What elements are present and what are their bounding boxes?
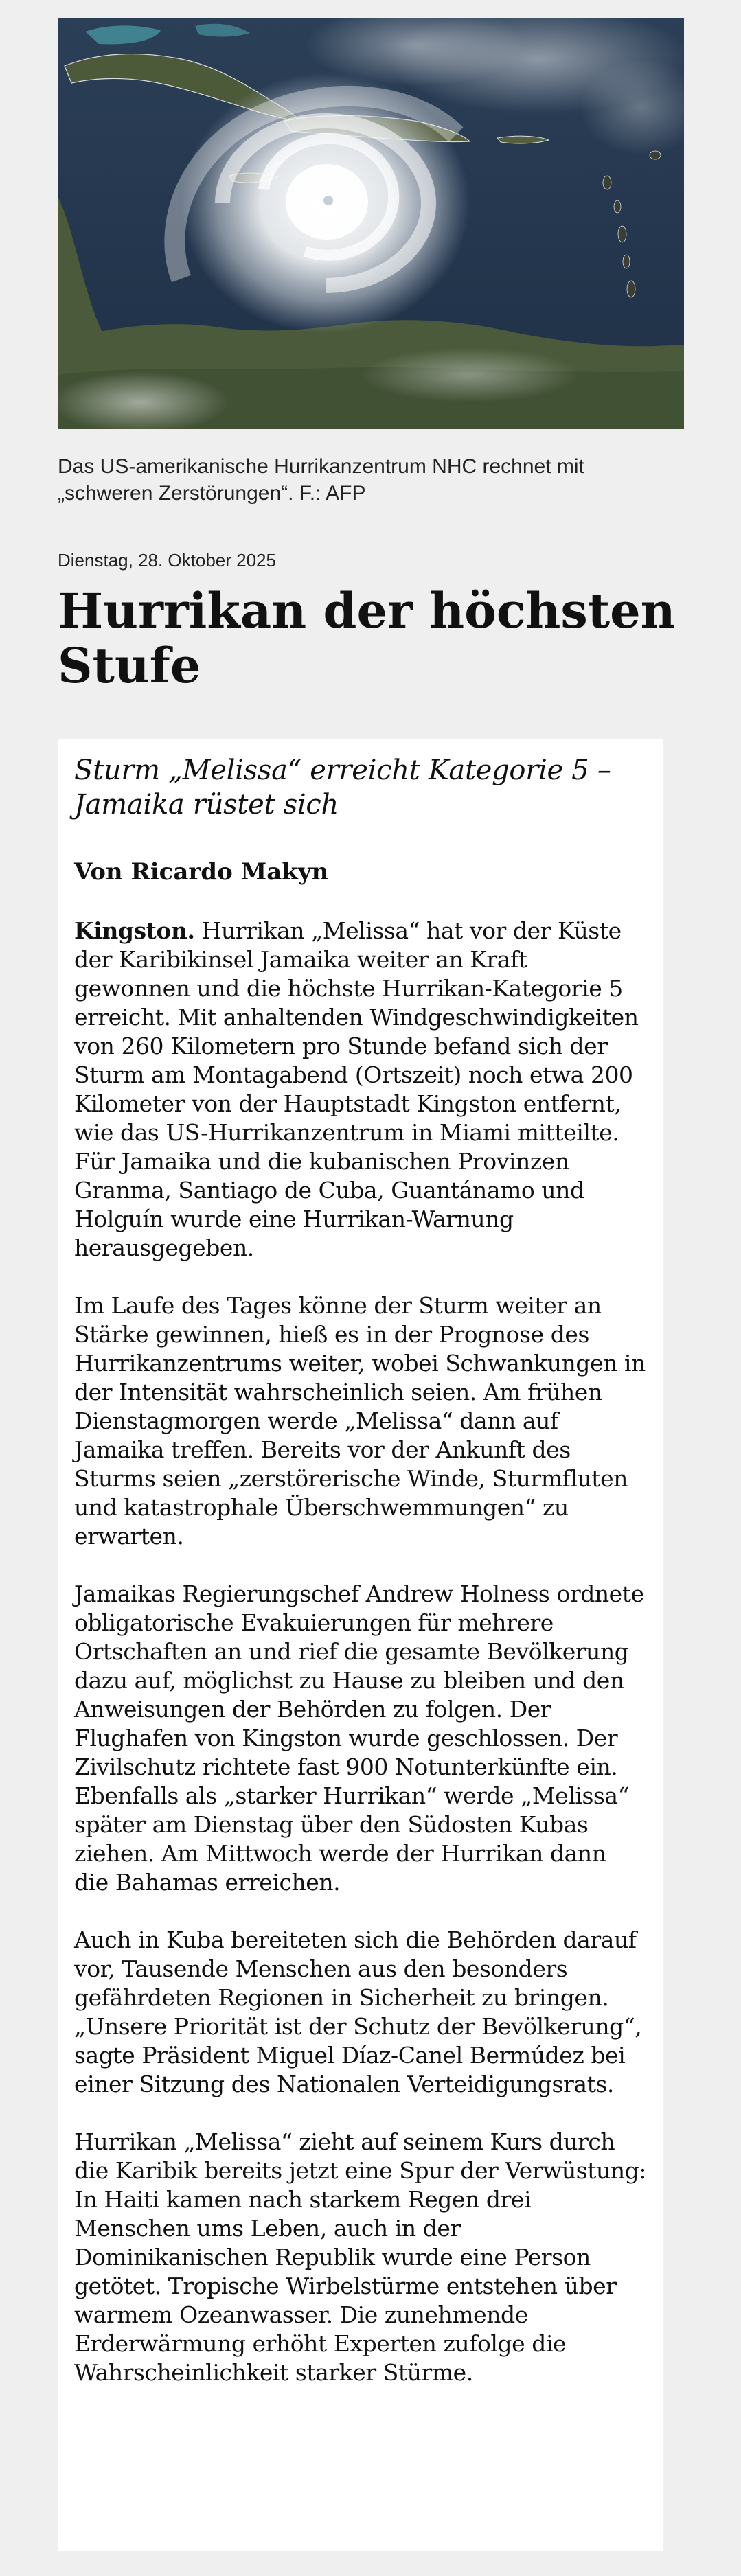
article-paragraph [74,917,647,1263]
image-caption: Das US-amerikanische Hurrikanzentrum NHC rechnet mit „schweren Zerstörungen“. F.: AFP [58,455,584,505]
satellite-image-drawing [58,18,684,429]
publication-date: Dienstag, 28. Oktober 2025 [58,550,276,571]
dateline: Kingston. [74,917,195,944]
author-byline: Von Ricardo Makyn [74,858,329,886]
article-paragraph: Im Laufe des Tages könne der Sturm weiter an Stärke gewinnen, hieß es in der Prognose des Hurrikanzentrums weiter, wobei Schwankungen in der Intensität wahrscheinlich seien. Am frühen Dienstagmorgen werde „Melissa“ dann auf Jamaika treffen. Bereits vor der Ankunft des Sturms seien „zerstörerische Winde, Sturmfluten und katastrophale Überschwemmungen“ zu erwarten. [74,1292,646,1550]
article-paragraph: Hurrikan „Melissa“ zieht auf seinem Kurs durch die Karibik bereits jetzt eine Spur der Verwüstung: In Haiti kamen nach starkem Regen drei Menschen ums Leben, auch in der Dominikanischen Republik wurde eine Person getötet. Tropische Wirbelstürme entstehen über warmem Ozeanwasser. Die zunehmende Erderwärmung erhöht Experten zufolge die Wahrscheinlichkeit starker Stürme. [74,2128,647,2386]
article-body [58,739,663,2551]
paragraph-text: Hurrikan „Melissa“ hat vor der Küste der Karibikinsel Jamaika weiter an Kraft gewonnen und die höchste Hurrikan-Kategorie 5 erreicht. Mit anhaltenden Windgeschwindigkeiten von 260 Kilometern pro Stunde befand sich der Sturm am Montagabend (Ortszeit) noch etwa 200 Kilometer von der Hauptstadt Kingston entfernt, wie das US-Hurrikanzentrum in Miami mitteilte. Für Jamaika und die kubanischen Provinzen Granma, Santiago de Cuba, Guantánamo und Holguín wurde eine Hurrikan-Warnung herausgegeben. [74,917,639,1261]
article-paragraph: Jamaikas Regierungschef Andrew Holness ordnete obligatorische Evakuierungen für mehrere Ortschaften an und rief die gesamte Bevölkerung dazu auf, möglichst zu Hause zu bleiben und den Anweisungen der Behörden zu folgen. Der Flughafen von Kingston wurde geschlossen. Der Zivilschutz richtete fast 900 Notunterkünfte ein. Ebenfalls als „starker Hurrikan“ werde „Melissa“ später am Dienstag über den Südosten Kubas ziehen. Am Mittwoch werde der Hurrikan dann die Bahamas erreichen. [74,1580,644,1896]
article-subtitle: Sturm „Melissa“ erreicht Kategorie 5 – Jamaika rüstet sich [74,755,611,820]
article-title: Hurrikan der höchsten Stufe [58,582,676,694]
hero-satellite-image [58,18,684,429]
article-paragraph: Auch in Kuba bereiteten sich die Behörden darauf vor, Tausende Menschen aus den besonders gefährdeten Regionen in Sicherheit zu bringen. „Unsere Priorität ist der Schutz der Bevölkerung“, sagte Präsident Miguel Díaz-Canel Bermúdez bei einer Sitzung des Nationalen Verteidigungsrats. [74,1927,642,2097]
